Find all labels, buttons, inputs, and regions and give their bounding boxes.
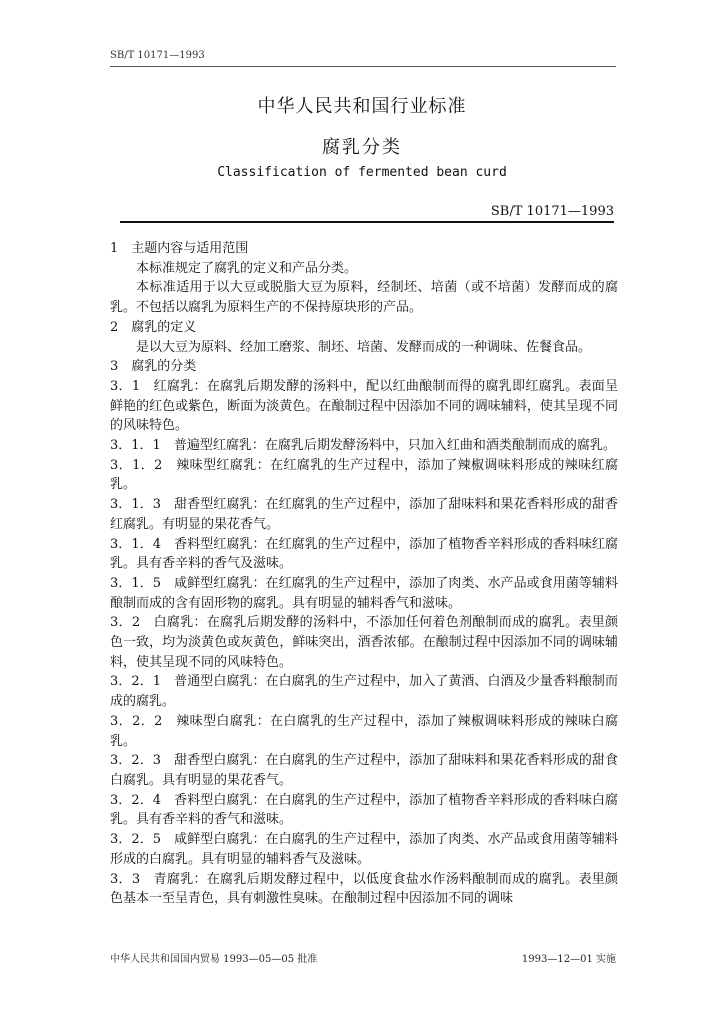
- section-heading: 1 主题内容与适用范围: [110, 241, 249, 256]
- document-body: [110, 239, 618, 909]
- clause: 3．1．3 甜香型红腐乳：在红腐乳的生产过程中，添加了甜味料和果花香料形成的甜香红腐乳。有明显的果花香气。: [110, 497, 618, 532]
- section-heading: 3 腐乳的分类: [110, 359, 197, 375]
- paragraph: 本标准适用于以大豆或脱脂大豆为原料，经制坯、培菌（或不培菌）发酵而成的腐乳。不包括以腐乳为原料生产的不保持原块形的产品。: [110, 280, 618, 316]
- clause: 3．2．3 甜香型白腐乳：在白腐乳的生产过程中，添加了甜味料和果花香料形成的甜食白腐乳。具有明显的果花香气。: [110, 753, 618, 788]
- clause: 3．2．1 普通型白腐乳：在白腐乳的生产过程中，加入了黄酒、白酒及少量香料酿制而成的腐乳。: [110, 674, 618, 710]
- standard-code: SB/T 10171—1993: [490, 204, 614, 219]
- clause: 3．2．5 咸鲜型白腐乳：在白腐乳的生产过程中，添加了肉类、水产品或食用菌等辅料形成的白腐乳。具有明显的辅料香气及滋味。: [110, 832, 618, 867]
- section-heading: 2 腐乳的定义: [110, 319, 197, 335]
- document-title-english: Classification of fermented bean curd: [217, 165, 507, 180]
- title-divider: [120, 221, 614, 223]
- paragraph: 是以大豆为原料、经加工磨浆、制坯、培菌、发酵而成的一种调味、佐餐食品。: [136, 339, 592, 355]
- clause: 3．2 白腐乳：在腐乳后期发酵的汤料中，不添加任何着色剂酿制而成的腐乳。表里颜色一致，均为淡黄色或灰黄色，鲜味突出，酒香浓郁。在酿制过程中因添加不同的调味辅料，使其呈现不同的风味特色。: [110, 615, 618, 670]
- header-divider: [110, 66, 616, 67]
- clause: 3．1．4 香料型红腐乳：在红腐乳的生产过程中，添加了植物香辛料形成的香料味红腐乳。具有香辛料的香气及滋味。: [110, 536, 618, 572]
- clause: 3．1．2 辣味型红腐乳：在红腐乳的生产过程中，添加了辣椒调味料形成的辣味红腐乳。: [110, 457, 618, 493]
- clause: 3．2．4 香料型白腐乳：在白腐乳的生产过程中，添加了植物香辛料形成的香料味白腐乳。具有香辛料的香气和滋味。: [110, 792, 618, 828]
- issuing-standard-title: 中华人民共和国行业标准: [257, 96, 467, 117]
- running-header-code: SB/T 10171—1993: [110, 50, 205, 61]
- clause: 3．1．5 咸鲜型红腐乳：在红腐乳的生产过程中，添加了肉类、水产品或食用菌等辅料酿制而成的含有固形物的腐乳。具有明显的辅料香气和滋味。: [110, 575, 618, 611]
- approval-note: 中华人民共和国国内贸易 1993—05—05 批准: [110, 954, 318, 965]
- paragraph: 本标准规定了腐乳的定义和产品分类。: [136, 260, 358, 276]
- implementation-date: 1993—12—01 实施: [521, 954, 616, 965]
- document-title: 腐乳分类: [322, 137, 402, 158]
- clause: 3．3 青腐乳：在腐乳后期发酵过程中，以低度食盐水作汤料酿制而成的腐乳。表里颜色基本一至呈青色，具有刺激性臭味。在酿制过程中因添加不同的调味: [110, 871, 618, 907]
- clause: 3．1 红腐乳：在腐乳后期发酵的汤料中，配以红曲酿制而得的腐乳即红腐乳。表面呈鲜艳的红色或紫色，断面为淡黄色。在酿制过程中因添加不同的调味辅料，使其呈现不同的风味特色。: [110, 378, 618, 434]
- clause: 3．2．2 辣味型白腐乳：在白腐乳的生产过程中，添加了辣椒调味料形成的辣味白腐乳。: [110, 713, 618, 749]
- clause: 3．1．1 普遍型红腐乳：在腐乳后期发酵汤料中，只加入红曲和酒类酿制而成的腐乳。: [110, 438, 616, 454]
